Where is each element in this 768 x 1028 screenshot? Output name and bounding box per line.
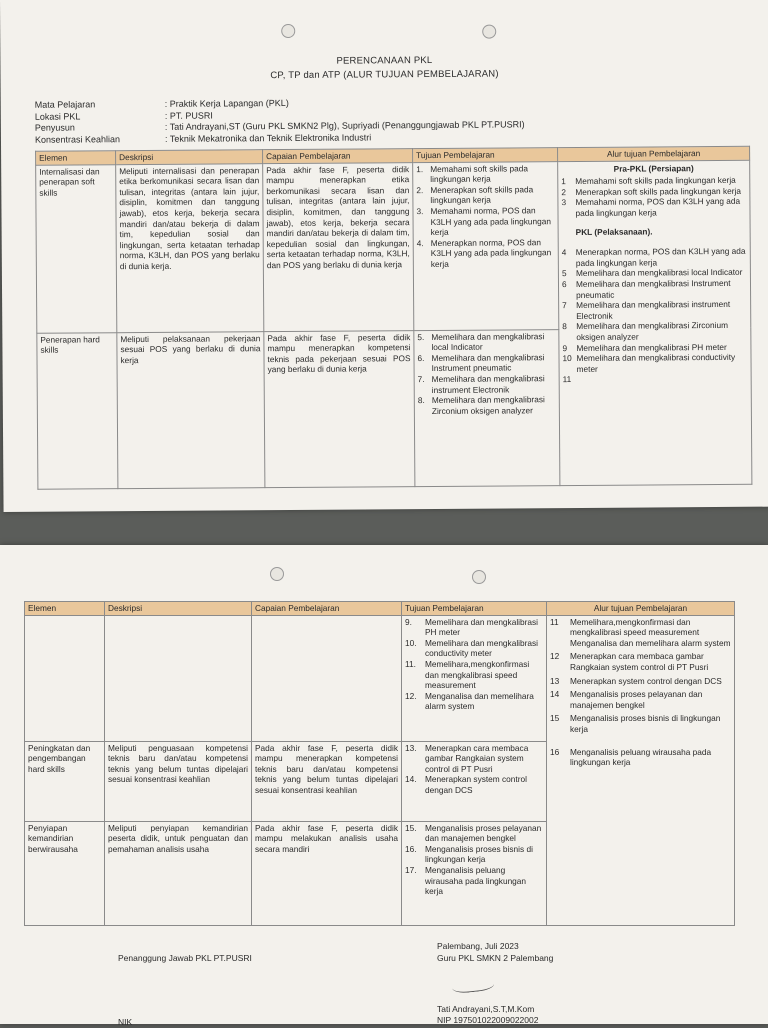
- list-item: [416, 184, 554, 206]
- cell-tujuan: [413, 161, 559, 330]
- cell-alur: [547, 615, 735, 925]
- header-elemen: Elemen: [36, 151, 116, 165]
- item-text: Menerapkan cara membaca gambar Rangkaian system control di PT Pusri: [425, 743, 543, 775]
- meta-label: Penyusun: [35, 122, 75, 134]
- supervisor-title: Penanggung Jawab PKL PT.PUSRI: [118, 953, 252, 964]
- list-item: [405, 691, 543, 712]
- place-date: Palembang, Juli 2023: [437, 941, 519, 952]
- list-item: [550, 713, 731, 734]
- item-number: 10.: [405, 638, 425, 659]
- cell-elemen: Internalisasi dan penerapan soft skills: [36, 164, 117, 333]
- item-number: 16: [550, 747, 570, 768]
- item-text: Menerapkan cara membaca gambar Rangkaian system control di PT Pusri: [570, 651, 731, 672]
- item-number: 13.: [405, 743, 425, 775]
- teacher-nip: NIP 197501022009022002: [437, 1015, 538, 1026]
- cell-deskripsi: Meliputi penguasaan kompetensi teknis baru dan/atau kompetensi teknis yang belum tuntas dipelajari sesuai konsentrasi keahlian: [105, 741, 252, 821]
- cell-capaian: [252, 615, 402, 741]
- list-item: [550, 651, 731, 672]
- item-text: Menganalisis peluang wirausaha pada lingkungan kerja: [425, 865, 543, 897]
- meta-value: : Praktik Kerja Lapangan (PKL): [165, 98, 289, 110]
- item-text: Menganalisis proses bisnis di lingkungan kerja: [570, 713, 731, 734]
- header-alur: Alur tujuan Pembelajaran: [547, 602, 735, 616]
- list-item: [418, 394, 556, 416]
- item-number: 1: [561, 176, 575, 187]
- meta-value: : PT. PUSRI: [165, 110, 213, 122]
- punch-hole-icon: [472, 570, 486, 584]
- item-text: Memelihara dan mengkalibrasi local Indicator: [576, 267, 743, 279]
- meta-label: Konsentrasi Keahlian: [35, 134, 120, 146]
- meta-block: [35, 95, 735, 148]
- item-text: Menganalisa dan memelihara alarm system: [425, 691, 543, 712]
- list-item: [405, 774, 543, 795]
- page-1: [0, 0, 768, 512]
- header-elemen: Elemen: [25, 602, 105, 616]
- item-number: 8.: [418, 395, 432, 416]
- item-text: Memelihara,mengkonfirmasi dan mengkalibrasi speed measurement: [425, 659, 543, 691]
- cell-deskripsi: Meliputi pelaksanaan pekerjaan sesuai POS yang berlaku di dunia kerja: [117, 331, 265, 488]
- item-number: 6: [562, 279, 576, 300]
- item-number: 7.: [418, 374, 432, 395]
- item-number: 5.: [417, 332, 431, 353]
- item-text: Memelihara dan mengkalibrasi Zirconium oksigen analyzer: [576, 320, 747, 342]
- item-text: Menerapkan soft skills pada lingkungan kerja: [430, 184, 554, 206]
- header-capaian: Capaian Pembelajaran: [263, 149, 413, 164]
- punch-hole-icon: [482, 25, 496, 39]
- item-text: Memahami norma, POS dan K3LH yang ada pada lingkungan kerja: [575, 196, 746, 218]
- cell-tujuan: [414, 329, 560, 486]
- page-subtitle: CP, TP dan ATP (ALUR TUJUAN PEMBELAJARAN): [1, 67, 768, 83]
- cell-tujuan: [402, 821, 547, 925]
- cell-alur: [558, 160, 752, 485]
- item-number: 15.: [405, 823, 425, 844]
- item-text: Menerapkan norma, POS dan K3LH yang ada pada lingkungan kerja: [576, 246, 747, 268]
- cell-tujuan: [402, 741, 547, 821]
- item-text: Menganalisis proses pelayanan dan manajemen bengkel: [570, 689, 731, 710]
- item-text: Menerapkan soft skills pada lingkungan kerja: [575, 186, 741, 198]
- cell-elemen: Penerapan hard skills: [37, 332, 118, 489]
- header-tujuan: Tujuan Pembelajaran: [413, 148, 558, 163]
- header-deskripsi: Deskripsi: [105, 602, 252, 616]
- plan-table-2: [24, 601, 735, 926]
- list-item: [550, 747, 731, 768]
- list-item: [405, 659, 543, 691]
- list-item: [562, 278, 747, 300]
- meta-value: : Tati Andrayani,ST (Guru PKL SMKN2 Plg), Supriyadi (Penanggungjawab PKL PT.PUSRI): [165, 119, 525, 133]
- list-item: [416, 205, 554, 238]
- cell-elemen: Penyiapan kemandirian berwirausaha: [25, 821, 105, 925]
- item-number: 2.: [416, 185, 430, 206]
- item-number: 4.: [417, 238, 431, 270]
- cell-capaian: Pada akhir fase F, peserta didik mampu melakukan analisis usaha secara mandiri: [252, 821, 402, 925]
- item-number: 4: [562, 247, 576, 268]
- list-item: [562, 246, 747, 268]
- item-text: Menerapkan system control dengan DCS: [570, 676, 722, 687]
- item-number: 11: [550, 617, 570, 649]
- item-number: 10: [562, 353, 576, 374]
- list-item: [405, 638, 543, 659]
- list-item: [405, 743, 543, 775]
- table-row: [36, 160, 751, 333]
- signature-icon: [451, 975, 494, 994]
- item-number: 17.: [405, 865, 425, 897]
- item-text: Memelihara dan mengkalibrasi Instrument pneumatic: [576, 278, 747, 300]
- item-number: 14: [550, 689, 570, 710]
- cell-elemen: Peningkatan dan pengembangan hard skills: [25, 741, 105, 821]
- header-tujuan: Tujuan Pembelajaran: [402, 602, 547, 616]
- item-text: Memelihara dan mengkalibrasi conductivity meter: [576, 352, 747, 374]
- meta-label: Mata Pelajaran: [35, 99, 96, 111]
- item-text: Memahami soft skills pada lingkungan kerja: [430, 163, 554, 185]
- item-number: 12: [550, 651, 570, 672]
- cell-deskripsi: Meliputi penyiapan kemandirian peserta didik, untuk penguatan dan pemahaman analisis usaha: [105, 821, 252, 925]
- list-item: [550, 689, 731, 710]
- item-number: 12.: [405, 691, 425, 712]
- list-item: [405, 844, 543, 865]
- alur-heading-pkl: PKL (Pelaksanaan).: [576, 225, 747, 237]
- plan-table-1: [35, 146, 752, 490]
- item-number: 16.: [405, 844, 425, 865]
- meta-label: Lokasi PKL: [35, 111, 81, 123]
- header-capaian: Capaian Pembelajaran: [252, 602, 402, 616]
- item-number: 8: [562, 321, 576, 342]
- page-title: PERENCANAAN PKL: [0, 53, 768, 69]
- cell-capaian: Pada akhir fase F, peserta didik mampu menerapkan kompetensi teknis baru dan/atau kompetensi teknis yang belum tuntas dipelajari sesuai konsentrasi keahlian: [252, 741, 402, 821]
- alur-heading-pra: Pra-PKL (Persiapan): [561, 162, 746, 174]
- list-item: [405, 865, 543, 897]
- teacher-name: Tati Andrayani,S.T,M.Kom: [437, 1004, 534, 1015]
- list-item: [562, 320, 747, 342]
- item-number: 15: [550, 713, 570, 734]
- cell-deskripsi: Meliputi internalisasi dan penerapan etika berkomunikasi secara lisan dan tulisan, integritas (antara lain jujur, disiplin, komitmen dan tanggung jawab), etos kerja, bekerja secara mandiri dan/atau bekerja di dalam tim, kepedulian sosial dan lingkungan, serta ketaatan terhadap norma, K3LH, dan POS yang berlaku di dunia kerja.: [116, 163, 264, 332]
- item-text: Menganalisis proses bisnis di lingkungan kerja: [425, 844, 543, 865]
- list-item: [417, 352, 555, 374]
- cell-elemen: [25, 615, 105, 741]
- item-number: 6.: [417, 353, 431, 374]
- item-text: Memelihara dan mengkalibrasi PH meter: [576, 341, 726, 353]
- item-text: Memelihara dan mengkalibrasi instrument Electronik: [576, 299, 747, 321]
- list-item: [563, 373, 748, 385]
- list-item: [561, 196, 746, 218]
- page-2: [0, 545, 768, 1024]
- item-number: 2: [561, 187, 575, 198]
- list-item: [417, 331, 555, 353]
- cell-capaian: Pada akhir fase F, peserta didik mampu menerapkan etika berkomunikasi secara lisan dan tulisan, integritas (antara lain jujur, disiplin, komitmen, dan tanggung jawab), etos kerja, bekerja secara mandiri dan/atau bekerja di dalam tim, kepedulian sosial dan lingkungan, serta ketaatan terhadap norma, K3LH, dan POS yang berlaku di dunia kerja: [263, 162, 414, 331]
- meta-value: : Teknik Mekatronika dan Teknik Elektronika Industri: [165, 132, 371, 145]
- header-alur: Alur tujuan Pembelajaran: [558, 146, 750, 161]
- item-text: Memelihara dan mengkalibrasi instrument Electronik: [432, 373, 556, 395]
- item-text: Memelihara dan mengkalibrasi local Indicator: [431, 331, 555, 353]
- list-item: [418, 373, 556, 395]
- table-header-row: [25, 602, 735, 616]
- item-text: Memelihara,mengkonfirmasi dan mengkalibrasi speed measurement Menganalisa dan memelihara alarm system: [570, 617, 731, 649]
- item-number: 14.: [405, 774, 425, 795]
- list-item: [405, 823, 543, 844]
- item-text: Menerapkan system control dengan DCS: [425, 774, 543, 795]
- list-item: [417, 237, 555, 270]
- punch-hole-icon: [281, 24, 295, 38]
- list-item: [416, 163, 554, 185]
- item-text: Menerapkan norma, POS dan K3LH yang ada pada lingkungan kerja: [431, 237, 555, 270]
- item-text: Menganalisis proses pelayanan dan manajemen bengkel: [425, 823, 543, 844]
- item-number: 3: [561, 197, 575, 218]
- item-text: Memelihara dan mengkalibrasi Zirconium oksigen analyzer: [432, 394, 556, 416]
- supervisor-nik: NIK: [118, 1017, 132, 1028]
- header-deskripsi: Deskripsi: [116, 150, 263, 165]
- cell-capaian: Pada akhir fase F, peserta didik mampu menerapkan kompetensi teknis pada pekerjaan sesuai POS yang berlaku di dunia kerja: [264, 330, 415, 487]
- table-row: [25, 615, 735, 741]
- list-item: [405, 617, 543, 638]
- item-text: Menganalisis peluang wirausaha pada lingkungan kerja: [570, 747, 731, 768]
- item-text: Memelihara dan mengkalibrasi Instrument pneumatic: [431, 352, 555, 374]
- item-number: 9: [562, 342, 576, 353]
- item-number: 9.: [405, 617, 425, 638]
- item-number: 1.: [416, 164, 430, 185]
- item-number: 13: [550, 676, 570, 687]
- list-item: [550, 617, 731, 649]
- list-item: [550, 676, 731, 687]
- punch-hole-icon: [270, 567, 284, 581]
- item-number: 7: [562, 300, 576, 321]
- item-number: 3.: [416, 206, 430, 238]
- item-text: Memahami soft skills pada lingkungan kerja: [575, 175, 736, 187]
- item-text: Memelihara dan mengkalibrasi conductivity meter: [425, 638, 543, 659]
- list-item: [562, 299, 747, 321]
- item-text: Memelihara dan mengkalibrasi PH meter: [425, 617, 543, 638]
- item-text: Memahami norma, POS dan K3LH yang ada pada lingkungan kerja: [430, 205, 554, 238]
- list-item: [562, 352, 747, 374]
- cell-tujuan: [402, 615, 547, 741]
- item-number: 5: [562, 268, 576, 279]
- item-number: 11.: [405, 659, 425, 691]
- item-number: 11: [563, 374, 577, 385]
- teacher-title: Guru PKL SMKN 2 Palembang: [437, 953, 553, 964]
- cell-deskripsi: [105, 615, 252, 741]
